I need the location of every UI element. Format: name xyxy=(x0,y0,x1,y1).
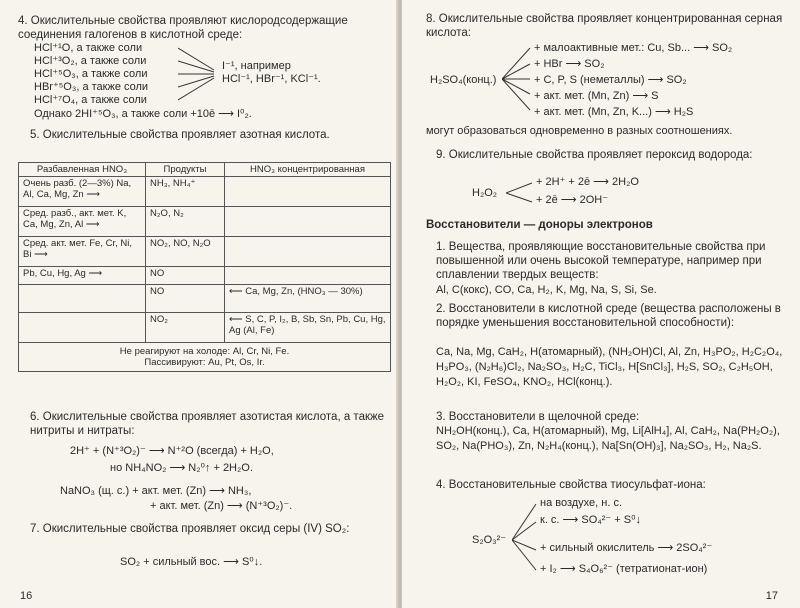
s6-f3: NaNO₃ (щ. с.) + акт. мет. (Zn) ⟶ NH₃, xyxy=(60,485,252,497)
s8-title: 8. Окислительные свойства проявляет концентрированная серная кислота: xyxy=(426,13,783,39)
s8-note: могут образоваться одновременно в разных соотношениях. xyxy=(426,125,733,137)
reducers-heading: Восстановители — доноры электронов xyxy=(426,219,653,231)
table-row: Pb, Cu, Hg, Ag ⟶ NO xyxy=(19,267,391,285)
r3-title: 3. Восстановители в щелочной среде: xyxy=(436,411,640,423)
s9-branch: + 2H⁺ + 2ē ⟶ 2H₂O xyxy=(536,176,639,188)
r4-branch: + сильный окислитель ⟶ 2SO₄²⁻ xyxy=(540,542,713,554)
s4-item: HCl⁺¹O, а также соли xyxy=(34,42,143,54)
s9-arrows xyxy=(506,180,534,206)
s4-item: HBr⁺⁵O₃, а также соли xyxy=(34,81,149,93)
s4-product2: HCl⁻¹, HBr⁻¹, KCl⁻¹. xyxy=(222,73,321,85)
r1-title: 1. Вещества, проявляющие восстановительные свойства при повышенной или очень высокой температуре, например при сплавлении твердых веществ: xyxy=(436,241,766,281)
s7-title: 7. Окислительные свойства проявляет оксид серы (IV) SO₂: xyxy=(30,523,350,535)
r2-title: 2. Восстановители в кислотной среде (вещества расположены в порядке уменьшения восстановительной способности): xyxy=(436,303,781,329)
s5-title: 5. Окислительные свойства проявляет азотная кислота. xyxy=(30,129,330,141)
table-row: Сред. акт. мет. Fe, Cr, Ni, Bi ⟶ NO₂, NO, N₂O xyxy=(19,237,391,267)
s4-arrows xyxy=(178,44,218,110)
s6-f4: + акт. мет. (Zn) ⟶ (N⁺³O₂)⁻. xyxy=(150,500,293,512)
page-number: 17 xyxy=(765,590,778,602)
table-header: Разбавленная HNO₃ xyxy=(19,163,146,177)
s4-item: HCl⁺⁷O₄, а также соли xyxy=(34,94,147,106)
r3-list: NH₂OH(конц.), Ca, H(атомарный), Mg, Li[AlH₄], Al, CaH₂, Na(PH₂O₂), SO₂, Na(PHO₃), Zn, N₂H₄(конц.), Na[Sn(OH)₃], Na₂SO₃, H₂, Na₂S. xyxy=(436,425,780,452)
s9-title: 9. Окислительные свойства проявляет пероксид водорода: xyxy=(436,149,753,161)
s4-note: Однако 2HI⁺⁵O₃, а также соли +10ē ⟶ I⁰₂. xyxy=(34,108,252,120)
r4-branch: + I₂ ⟶ S₄O₆²⁻ (тетратионат-ион) xyxy=(540,563,708,575)
r4-branch: к. с. ⟶ SO₄²⁻ + S⁰↓ xyxy=(540,514,641,526)
s8-lhs: H₂SO₄(конц.) xyxy=(430,74,497,86)
s8-branch: + C, P, S (неметаллы) ⟶ SO₂ xyxy=(534,74,687,86)
s8-branch: + акт. мет. (Mn, Zn, K...) ⟶ H₂S xyxy=(534,106,694,118)
table-row: NO ⟵ Ca, Mg, Zn, (HNO₃ — 30%) xyxy=(19,285,391,313)
s9-lhs: H₂O₂ xyxy=(472,187,498,199)
s4-title: 4. Окислительные свойства проявляют кислородсодержащие соединения галогенов в кислотной среде: xyxy=(18,15,348,41)
table-header: HNO₃ концентрированная xyxy=(225,163,391,177)
s7-f1: SO₂ + сильный вос. ⟶ S⁰↓. xyxy=(120,556,263,568)
s6-f1: 2H⁺ + (N⁺³O₂)⁻ ⟶ N⁺²O (всегда) + H₂O, xyxy=(70,445,274,457)
s8-branch: + HBr ⟶ SO₂ xyxy=(534,58,605,70)
left-page xyxy=(0,0,398,608)
r4-branch: на воздухе, н. с. xyxy=(540,497,623,509)
s4-product1: I⁻¹, например xyxy=(222,60,291,72)
s4-item: HCl⁺⁵O₃, а также соли xyxy=(34,68,148,80)
s6-title: 6. Окислительные свойства проявляет азотистая кислота, а также нитриты и нитраты: xyxy=(30,411,385,437)
r2-list: Ca, Na, Mg, CaH₂, H(атомарный), (NH₂OH)Cl, Al, Zn, H₃PO₂, H₂C₂O₄, H₃PO₃, (N₂H₆)Cl₂, Na₂SO₃, H₂C, TiCl₃, H[SnCl₃], H₂S, SO₂, C₂H₅OH, H₂O₂, KI, FeSO₄, KNO₂, HCl(конц.). xyxy=(436,346,783,388)
r4-lhs: S₂O₃²⁻ xyxy=(472,534,507,546)
table-footer: Не реагируют на холоде: Al, Cr, Ni, Fe. Пассивируют: Au, Pt, Os, Ir. xyxy=(19,343,391,372)
s9-branch: + 2ē ⟶ 2OH⁻ xyxy=(536,194,609,206)
r4-arrows xyxy=(512,500,538,580)
right-page xyxy=(402,0,800,608)
r1-list: Al, C(кокс), CO, Ca, H₂, K, Mg, Na, S, Si, Se. xyxy=(436,284,657,296)
table-header: Продукты xyxy=(146,163,225,177)
table-row: Сред. разб., акт. мет. K, Ca, Mg, Zn, Al ⟶ N₂O, N₂ xyxy=(19,207,391,237)
s8-branch: + акт. мет. (Mn, Zn) ⟶ S xyxy=(534,90,659,102)
page-number: 16 xyxy=(20,590,33,602)
table-row: NO₂ ⟵ S, C, P, I₂, B, Sb, Sn, Pb, Cu, Hg, Ag (Al, Fe) xyxy=(19,313,391,343)
table-row: Очень разб. (2—3%) Na, Al, Ca, Mg, Zn ⟶ NH₃, NH₄⁺ xyxy=(19,177,391,207)
s6-f2: но NH₄NO₂ ⟶ N₂⁰↑ + 2H₂O. xyxy=(110,462,253,474)
hno3-table xyxy=(18,162,391,372)
s8-branch: + малоактивные мет.: Cu, Sb... ⟶ SO₂ xyxy=(534,42,733,54)
s8-branches xyxy=(534,42,732,119)
r4-title: 4. Восстановительные свойства тиосульфат-иона: xyxy=(436,479,706,491)
s4-item: HCl⁺³O₂, а также соли xyxy=(34,55,147,67)
s8-arrows xyxy=(502,44,532,114)
